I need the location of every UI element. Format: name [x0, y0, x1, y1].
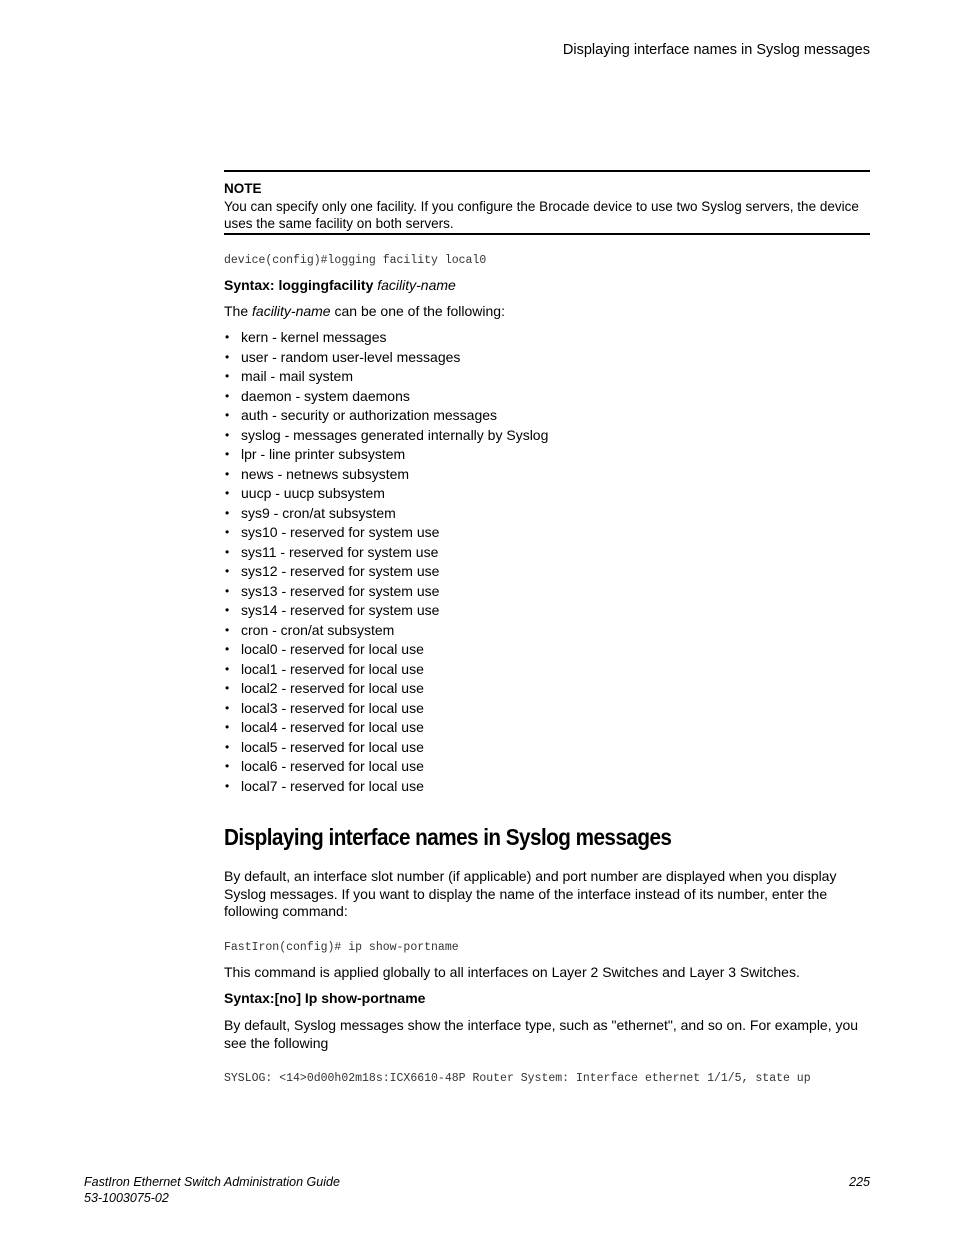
- section-paragraph-2: This command is applied globally to all interfaces on Layer 2 Switches and Layer 3 Switches.: [224, 964, 800, 980]
- facility-list-item: [224, 718, 548, 738]
- facility-list-item: [224, 582, 548, 602]
- facility-label: lpr - line printer subsystem: [241, 446, 406, 462]
- facility-label: uucp - uucp subsystem: [241, 485, 385, 501]
- footer-guide-title: FastIron Ethernet Switch Administration Guide: [84, 1175, 340, 1189]
- facility-label: syslog - messages generated internally by Syslog: [241, 426, 549, 443]
- facility-label: user - random user-level messages: [241, 348, 461, 365]
- bullet-icon: •: [225, 622, 230, 637]
- facility-label: local4 - reserved for local use: [241, 719, 424, 735]
- bullet-icon: •: [225, 642, 230, 656]
- bullet-icon: •: [225, 525, 230, 539]
- facility-list-item: [224, 426, 548, 446]
- facility-list-item: [224, 504, 548, 524]
- bullet-icon: •: [225, 388, 230, 403]
- code-logging-facility: device(config)#logging facility local0: [224, 254, 487, 267]
- facility-label: local5 - reserved for local use: [241, 738, 424, 755]
- facility-label: sys9 - cron/at subsystem: [241, 504, 396, 521]
- syntax-show-portname: Syntax:[no] Ip show-portname: [224, 990, 426, 1006]
- facility-label: local1 - reserved for local use: [241, 660, 424, 677]
- bullet-icon: •: [225, 466, 230, 481]
- note-box: [224, 170, 870, 235]
- bullet-icon: •: [225, 681, 230, 695]
- facility-label: local2 - reserved for local use: [241, 680, 424, 696]
- facility-label: sys10 - reserved for system use: [241, 524, 440, 540]
- facility-list-item: [224, 562, 548, 582]
- bullet-icon: •: [225, 759, 230, 773]
- syntax-command: Syntax: loggingfacility: [224, 277, 378, 293]
- facility-list-item: [224, 348, 548, 368]
- facility-list-item: [224, 679, 548, 699]
- note-body: You can specify only one facility. If you configure the Brocade device to use two Syslog servers, the device uses the same facility on both servers.: [224, 199, 859, 231]
- code-syslog-example: SYSLOG: <14>0d00h02m18s:ICX6610-48P Router System: Interface ethernet 1/1/5, state up: [224, 1072, 811, 1085]
- facility-list-item: [224, 523, 548, 543]
- bullet-icon: •: [225, 544, 230, 559]
- section-paragraph-1: By default, an interface slot number (if applicable) and port number are displayed when you display Syslog messages. If you want to display the name of the interface instead of its number, enter the following command:: [224, 868, 837, 919]
- bullet-icon: •: [225, 564, 230, 578]
- facility-label: daemon - system daemons: [241, 387, 410, 404]
- bullet-icon: •: [225, 739, 230, 754]
- facility-intro: [224, 303, 870, 321]
- bullet-icon: •: [225, 349, 230, 364]
- facility-label: news - netnews subsystem: [241, 465, 410, 482]
- bullet-icon: •: [225, 778, 230, 793]
- intro-pre: The: [224, 303, 253, 319]
- bullet-icon: •: [225, 700, 230, 715]
- syntax-argument: facility-name: [377, 277, 456, 293]
- facility-list-item: [224, 640, 548, 660]
- intro-arg: facility-name: [252, 303, 331, 319]
- facility-list-item: [224, 777, 548, 797]
- facility-list-item: [224, 543, 548, 563]
- facility-list-item: [224, 757, 548, 777]
- bullet-icon: •: [225, 369, 230, 383]
- bullet-icon: •: [225, 661, 230, 676]
- facility-list-item: [224, 367, 548, 387]
- syntax-logging-facility: [224, 277, 870, 295]
- bullet-icon: •: [225, 603, 230, 617]
- note-title: NOTE: [224, 181, 262, 196]
- section-heading: Displaying interface names in Syslog messages: [224, 824, 672, 850]
- facility-label: local7 - reserved for local use: [241, 777, 424, 794]
- facility-list-item: [224, 601, 548, 621]
- facility-list-item: [224, 660, 548, 680]
- facility-label: local3 - reserved for local use: [241, 699, 424, 716]
- bullet-icon: •: [225, 427, 230, 442]
- bullet-icon: •: [225, 720, 230, 734]
- bullet-icon: •: [225, 447, 230, 461]
- bullet-icon: •: [225, 330, 230, 344]
- facility-list-item: [224, 699, 548, 719]
- facility-label: kern - kernel messages: [241, 329, 387, 345]
- facility-label: auth - security or authorization messages: [241, 407, 498, 423]
- facility-list-item: [224, 621, 548, 641]
- facility-list-item: [224, 445, 548, 465]
- intro-post: can be one of the following:: [330, 303, 505, 319]
- facility-label: local6 - reserved for local use: [241, 758, 424, 774]
- running-header: Displaying interface names in Syslog messages: [562, 42, 870, 58]
- facility-label: sys14 - reserved for system use: [241, 602, 440, 618]
- facility-list-item: [224, 328, 548, 348]
- facility-label: cron - cron/at subsystem: [241, 621, 395, 638]
- facility-list: [224, 328, 548, 796]
- facility-list-item: [224, 738, 548, 758]
- code-show-portname: FastIron(config)# ip show-portname: [224, 941, 459, 954]
- facility-list-item: [224, 406, 548, 426]
- bullet-icon: •: [225, 486, 230, 500]
- facility-label: mail - mail system: [241, 368, 354, 384]
- bullet-icon: •: [225, 408, 230, 422]
- footer-left: [84, 1175, 340, 1206]
- footer-doc-number: 53-1003075-02: [84, 1190, 169, 1205]
- bullet-icon: •: [225, 505, 230, 520]
- facility-label: sys12 - reserved for system use: [241, 563, 440, 579]
- facility-label: sys11 - reserved for system use: [241, 543, 439, 560]
- facility-list-item: [224, 387, 548, 407]
- section-paragraph-3: By default, Syslog messages show the interface type, such as "ethernet", and so on. For example, you see the following: [224, 1017, 859, 1051]
- facility-label: local0 - reserved for local use: [241, 641, 424, 657]
- facility-list-item: [224, 465, 548, 485]
- facility-label: sys13 - reserved for system use: [241, 582, 440, 599]
- facility-list-item: [224, 484, 548, 504]
- bullet-icon: •: [225, 583, 230, 598]
- footer-page-number: 225: [849, 1175, 870, 1189]
